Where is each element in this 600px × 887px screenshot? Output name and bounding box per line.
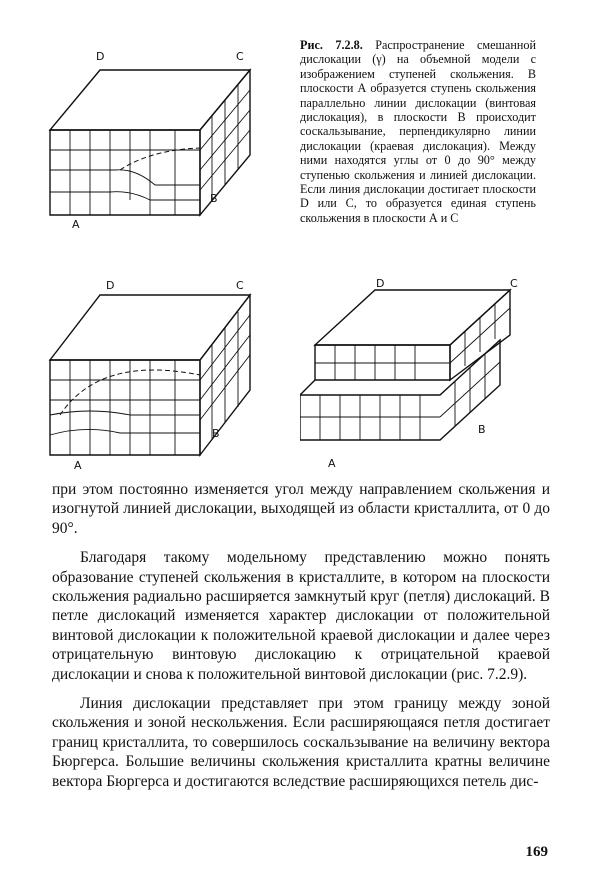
figure-caption [300,38,536,225]
label-b: B [210,192,218,205]
label-c: C [510,277,518,290]
label-c: C [236,279,244,292]
label-d: D [106,279,115,292]
paragraph: при этом постоянно изменяется угол между направлением скольжения и изогнутой линией дислокации, выходящей из области кристаллита, от 0 до 90°. [52,481,550,537]
crystal-block-diagram [40,275,280,475]
paragraph: Линия дислокации представляет при этом границу между зоной скольжения и зоной нескольжения. Если расширяющаяся петля достигает границ кристаллита, то совершилось соскальзывание на величину вектора Бюргерса. Большие величины скольжения кристаллита кратны величине вектора Бюргерса и достигаются вследствие расширяющихся петель дис- [52,695,550,790]
caption-text: Распространение смешанной дислокации (γ) на объемной модели с изображением ступеней скольжения. В плоскости А образуется ступень скольжения параллельно линии дислокации (винтовая дислокация), в плоскости B происходит соскальзывание, перпендикулярно линии дислокации (краевая дислокация). Между ними находятся углы от 0 до 90° между ступенью скольжения и линией дислокации. Если линия дислокации достигает плоскости D или C, то образуется единая ступень скольжения в плоскости А и C [300,38,536,225]
label-b: B [212,427,220,440]
paragraph: Благодаря такому модельному представлению можно понять образование ступеней скольжения в кристаллите, в котором на плоскости скольжения радиально расширяется замкнутый круг (петля) дислокаций. В петле дислокаций изменяется характер дислокации от положительной винтовой дислокации к положительной краевой дислокации и далее через отрицательную винтовую дислокацию к отрицательной краевой дислокации и снова к положительной винтовой дислокации (рис. 7.2.9). [52,549,550,683]
label-b: B [478,423,486,436]
label-a: A [72,218,80,231]
figure-block-partial-slip [40,40,280,240]
label-d: D [376,277,385,290]
caption-label: Рис. 7.2.8. [300,38,363,52]
figure-block-full-slip [300,275,540,475]
crystal-block-diagram [40,40,280,240]
label-a: A [74,459,82,472]
label-a: A [328,457,336,470]
body-text [52,480,550,791]
crystal-block-diagram [300,275,540,475]
page-number: 169 [525,844,548,860]
figure-block-curved-dislocation [40,275,280,475]
label-c: C [236,50,244,63]
label-d: D [96,50,105,63]
